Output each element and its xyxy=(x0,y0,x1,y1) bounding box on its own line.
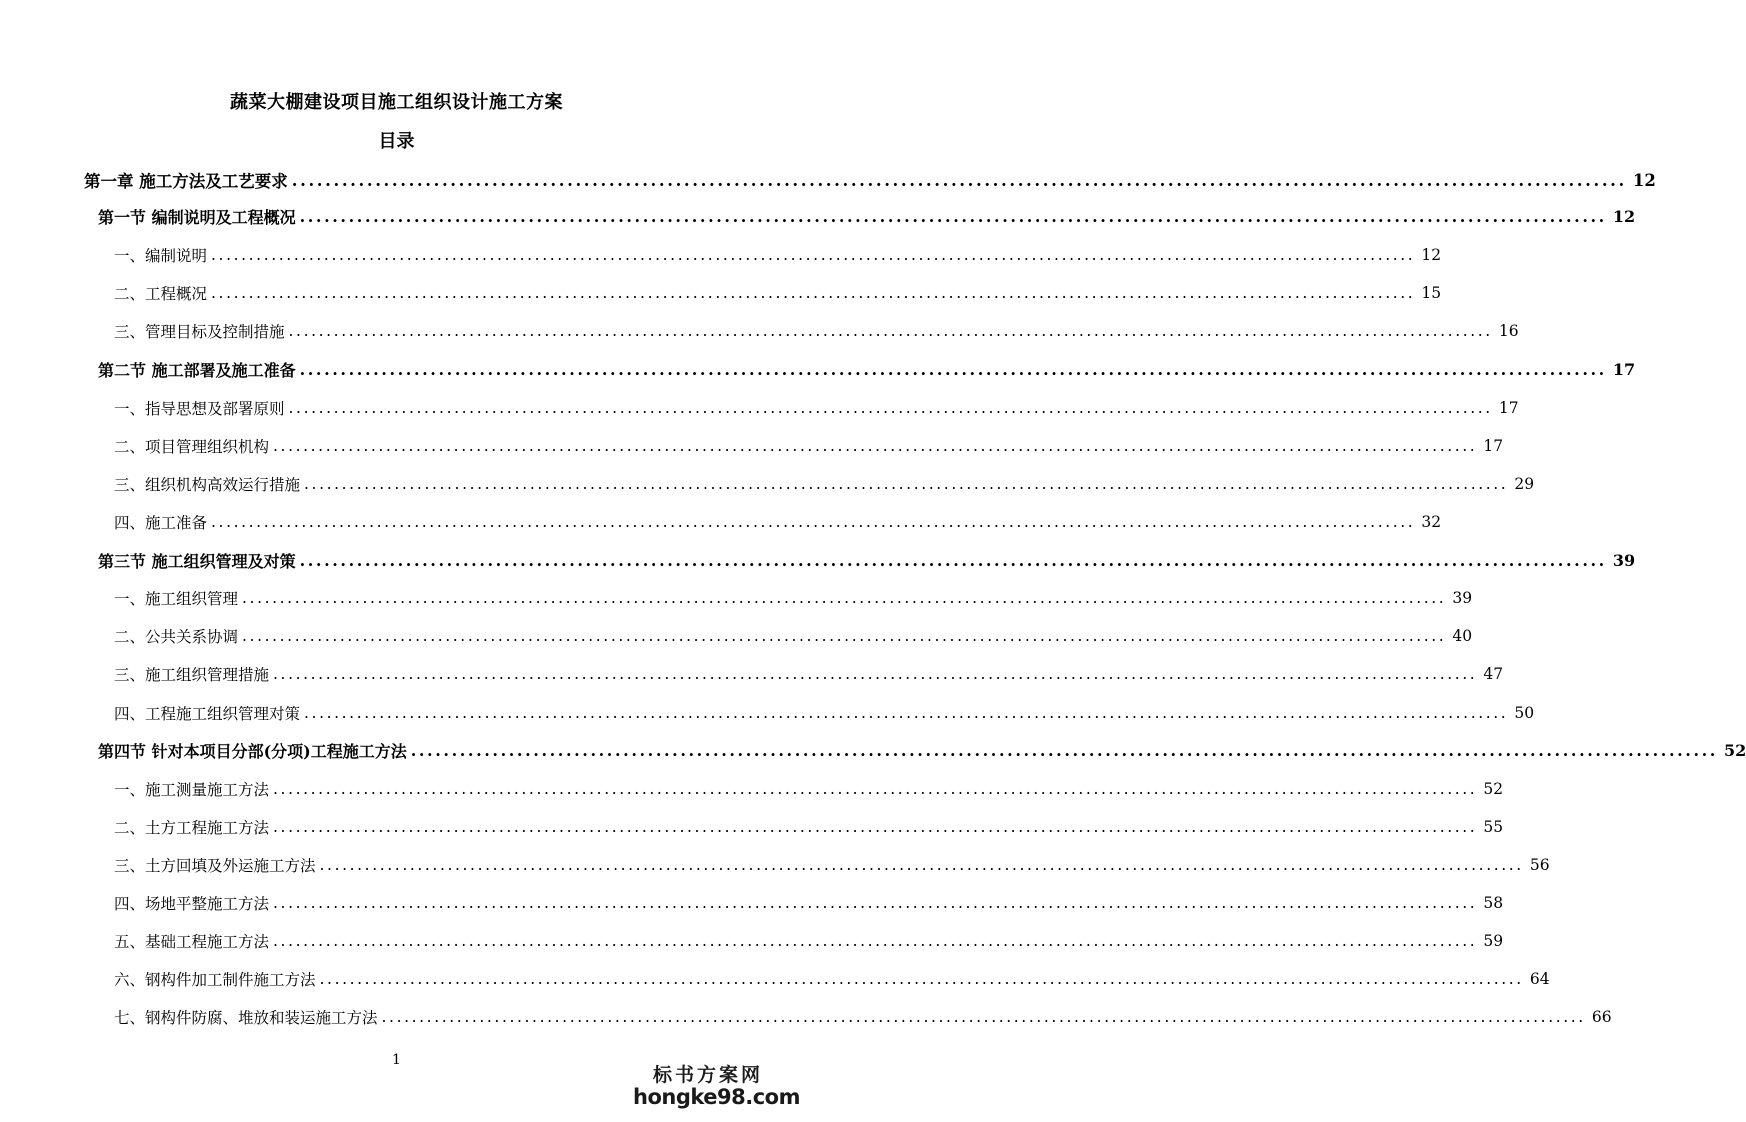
toc-entry-subsection[interactable] xyxy=(114,1005,1612,1029)
toc-entry-chapter-1[interactable] xyxy=(84,168,1656,192)
toc-leader-dots: ................................................................................................................................................................ xyxy=(242,589,1447,607)
toc-entry-page: 40 xyxy=(1452,627,1473,645)
toc-leader-dots: ................................................................................................................................................................ xyxy=(211,513,1416,531)
watermark-site-name: 标书方案网 xyxy=(652,1064,763,1086)
toc-entry-section-4[interactable] xyxy=(98,738,1746,762)
toc-entry-label: 第一章 施工方法及工艺要求 xyxy=(84,172,288,191)
toc-entry-subsection[interactable] xyxy=(114,891,1504,915)
toc-leader-dots: ................................................................................................................................................................ xyxy=(319,970,1524,988)
toc-entry-subsection[interactable] xyxy=(114,967,1550,991)
toc-entry-page: 15 xyxy=(1421,284,1442,302)
toc-entry-section-3[interactable] xyxy=(98,548,1636,572)
toc-entry-label: 第三节 施工组织管理及对策 xyxy=(98,551,296,571)
toc-leader-dots: ................................................................................................................................................................ xyxy=(211,246,1416,264)
toc-entry-page: 29 xyxy=(1514,475,1535,493)
toc-leader-dots: ................................................................................................................................................................ xyxy=(273,665,1478,683)
toc-entry-label: 四、工程施工组织管理对策 xyxy=(114,705,301,723)
toc-entry-label: 三、施工组织管理措施 xyxy=(114,666,270,684)
toc-entry-label: 四、场地平整施工方法 xyxy=(114,895,270,913)
toc-leader-dots: ................................................................................................................................................................ xyxy=(299,359,1607,379)
toc-leader-dots: ................................................................................................................................................................ xyxy=(291,170,1627,190)
toc-entry-page: 52 xyxy=(1483,780,1504,798)
toc-entry-label: 一、编制说明 xyxy=(114,247,208,265)
toc-entry-page: 16 xyxy=(1498,322,1519,340)
toc-entry-subsection[interactable] xyxy=(114,434,1504,458)
toc-entry-section-1[interactable] xyxy=(98,204,1636,228)
toc-entry-label: 二、公共关系协调 xyxy=(114,628,239,646)
toc-entry-page: 66 xyxy=(1591,1008,1612,1026)
toc-entry-subsection[interactable] xyxy=(114,701,1535,725)
toc-entry-page: 52 xyxy=(1723,740,1746,760)
toc-entry-label: 二、土方工程施工方法 xyxy=(114,819,270,837)
toc-leader-dots: ................................................................................................................................................................ xyxy=(288,399,1493,417)
toc-entry-subsection[interactable] xyxy=(114,853,1550,877)
toc-entry-label: 七、钢构件防腐、堆放和装运施工方法 xyxy=(114,1009,378,1027)
toc-entry-page: 58 xyxy=(1483,894,1504,912)
toc-entry-label: 二、项目管理组织机构 xyxy=(114,438,270,456)
toc-entry-page: 39 xyxy=(1612,550,1636,570)
toc-heading: 目录 xyxy=(378,131,415,152)
toc-leader-dots: ................................................................................................................................................................ xyxy=(304,704,1509,722)
toc-leader-dots: ................................................................................................................................................................ xyxy=(211,284,1416,302)
toc-leader-dots: ................................................................................................................................................................ xyxy=(288,322,1493,340)
toc-entry-label: 二、工程概况 xyxy=(114,285,208,303)
toc-entry-page: 59 xyxy=(1483,932,1504,950)
toc-entry-page: 47 xyxy=(1483,665,1504,683)
toc-entry-page: 55 xyxy=(1483,818,1504,836)
toc-leader-dots: ................................................................................................................................................................ xyxy=(242,627,1447,645)
toc-leader-dots: ................................................................................................................................................................ xyxy=(273,894,1478,912)
toc-entry-section-2[interactable] xyxy=(98,357,1636,381)
toc-leader-dots: ................................................................................................................................................................ xyxy=(273,818,1478,836)
toc-entry-page: 17 xyxy=(1483,437,1504,455)
toc-leader-dots: ................................................................................................................................................................ xyxy=(273,780,1478,798)
toc-entry-subsection[interactable] xyxy=(114,586,1473,610)
toc-entry-page: 32 xyxy=(1421,513,1442,531)
toc-leader-dots: ................................................................................................................................................................ xyxy=(273,932,1478,950)
toc-entry-label: 三、组织机构高效运行措施 xyxy=(114,476,301,494)
toc-entry-label: 六、钢构件加工制件施工方法 xyxy=(114,971,316,989)
watermark-url: hongke98.com xyxy=(633,1084,800,1109)
toc-entry-label: 三、管理目标及控制措施 xyxy=(114,323,285,341)
document-title: 蔬菜大棚建设项目施工组织设计施工方案 xyxy=(230,92,563,113)
toc-entry-subsection[interactable] xyxy=(114,472,1535,496)
toc-entry-subsection[interactable] xyxy=(114,929,1504,953)
toc-entry-page: 12 xyxy=(1632,170,1656,190)
toc-entry-subsection[interactable] xyxy=(114,777,1504,801)
toc-entry-page: 50 xyxy=(1514,704,1535,722)
toc-entry-label: 一、指导思想及部署原则 xyxy=(114,400,285,418)
toc-entry-label: 第一节 编制说明及工程概况 xyxy=(98,207,296,227)
toc-entry-page: 12 xyxy=(1612,206,1636,226)
toc-entry-subsection[interactable] xyxy=(114,815,1504,839)
toc-leader-dots: ................................................................................................................................................................ xyxy=(299,206,1607,226)
toc-leader-dots: ................................................................................................................................................................ xyxy=(299,550,1607,570)
toc-leader-dots: ................................................................................................................................................................ xyxy=(319,856,1524,874)
toc-leader-dots: ................................................................................................................................................................ xyxy=(273,437,1478,455)
toc-leader-dots: ................................................................................................................................................................ xyxy=(410,740,1718,760)
toc-entry-page: 64 xyxy=(1529,970,1550,988)
toc-entry-page: 17 xyxy=(1498,399,1519,417)
toc-entry-subsection[interactable] xyxy=(114,510,1442,534)
toc-leader-dots: ................................................................................................................................................................ xyxy=(381,1008,1586,1026)
toc-entry-label: 五、基础工程施工方法 xyxy=(114,933,270,951)
toc-entry-subsection[interactable] xyxy=(114,624,1473,648)
toc-entry-label: 一、施工组织管理 xyxy=(114,590,239,608)
toc-entry-label: 一、施工测量施工方法 xyxy=(114,781,270,799)
toc-entry-subsection[interactable] xyxy=(114,396,1519,420)
toc-entry-subsection[interactable] xyxy=(114,319,1519,343)
toc-entry-label: 第四节 针对本项目分部(分项)工程施工方法 xyxy=(98,741,407,761)
toc-entry-label: 三、土方回填及外运施工方法 xyxy=(114,857,316,875)
toc-entry-page: 12 xyxy=(1421,246,1442,264)
toc-entry-subsection[interactable] xyxy=(114,662,1504,686)
toc-entry-page: 17 xyxy=(1612,359,1636,379)
toc-entry-subsection[interactable] xyxy=(114,243,1442,267)
toc-entry-label: 第二节 施工部署及施工准备 xyxy=(98,360,296,380)
toc-entry-page: 56 xyxy=(1529,856,1550,874)
page-number: 1 xyxy=(392,1052,401,1068)
toc-entry-subsection[interactable] xyxy=(114,281,1442,305)
toc-leader-dots: ................................................................................................................................................................ xyxy=(304,475,1509,493)
site-watermark xyxy=(633,1064,800,1109)
toc-entry-page: 39 xyxy=(1452,589,1473,607)
toc-entry-label: 四、施工准备 xyxy=(114,514,208,532)
